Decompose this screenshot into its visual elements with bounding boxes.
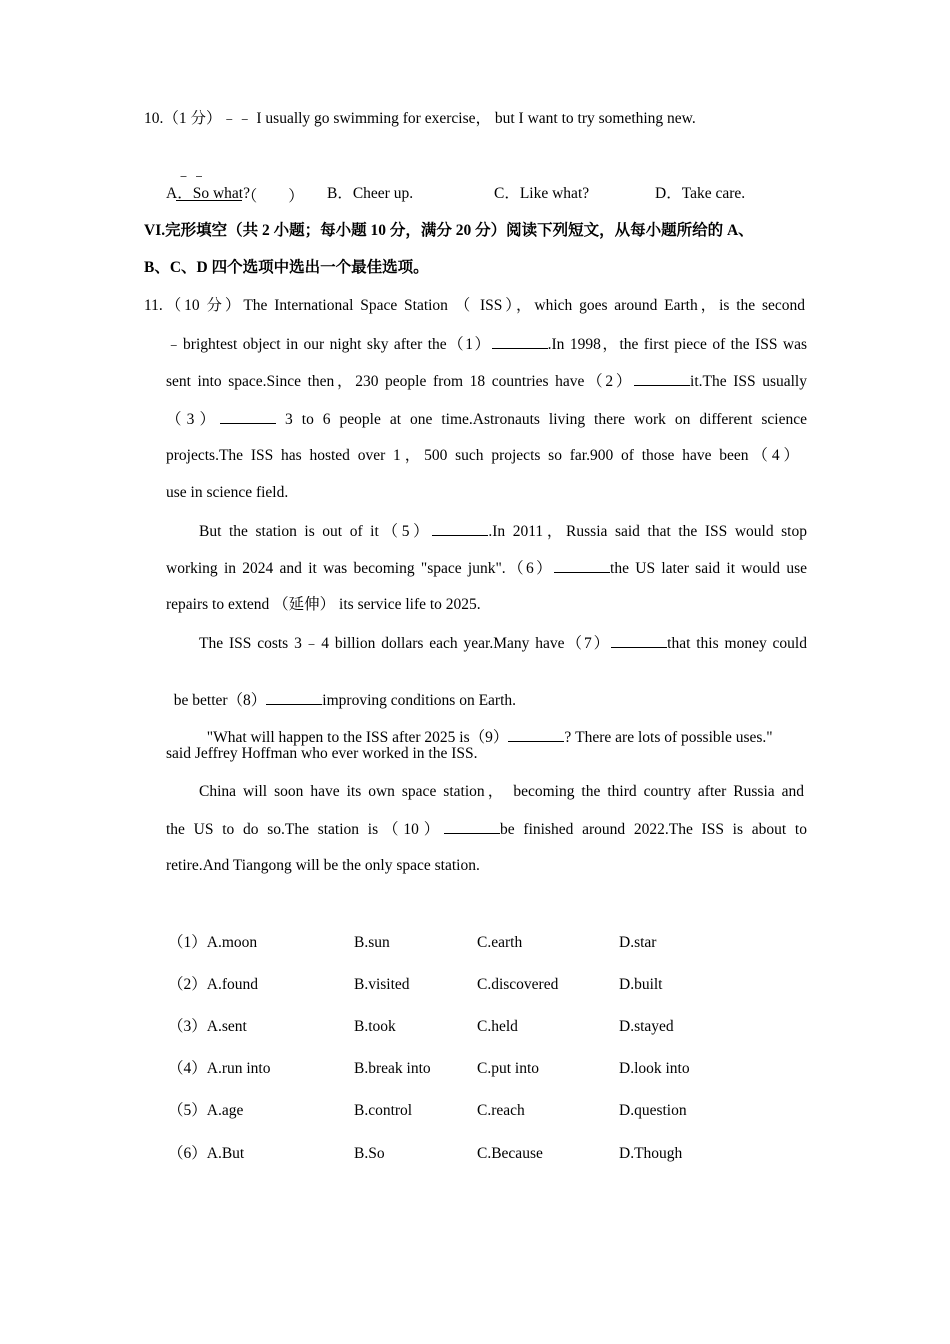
choice-6a[interactable]: （6）A.But	[168, 1145, 245, 1162]
q11-line-14: China will soon have its own space station， becoming the third country after Russia and	[199, 783, 804, 800]
q11-text: the US later said it would use	[610, 560, 807, 577]
blank-5[interactable]	[432, 521, 488, 536]
section6-heading-line1: VI.完形填空（共 2 小题；每小题 10 分，满分 20 分）阅读下列短文，从每小题所给的 A、	[144, 222, 754, 239]
q11-line-12	[199, 707, 773, 748]
q11-text: improving conditions on Earth.	[322, 692, 517, 709]
q11-text: .In 1998，the first piece of the ISS was	[547, 336, 807, 353]
blank-3[interactable]	[220, 409, 276, 424]
section6-heading-line2: B、C、D 四个选项中选出一个最佳选项。	[144, 259, 429, 276]
q11-text: （3）	[166, 411, 221, 428]
choice-2b[interactable]: B.visited	[354, 976, 410, 993]
q11-line-8	[166, 558, 807, 579]
q11-text: But the station is out of it（5）	[199, 523, 433, 540]
q11-text: ? There are lots of possible uses."	[564, 729, 773, 746]
q10-paren: （ ）	[241, 188, 304, 205]
choice-3c[interactable]: C.held	[477, 1018, 518, 1035]
choice-3a[interactable]: （3）A.sent	[168, 1018, 247, 1035]
q11-text: working in 2024 and it was becoming "space junk".（6）	[166, 560, 555, 577]
choice-2d[interactable]: D.built	[619, 976, 663, 993]
choice-6b[interactable]: B.So	[354, 1145, 385, 1162]
q11-line-4	[166, 409, 807, 430]
q11-text: "What will happen to the ISS after 2025 is（9）	[206, 729, 509, 746]
choice-3b[interactable]: B.took	[354, 1018, 396, 1035]
q11-line-1: 11.（10 分）The International Space Station （ ISS），which goes around Earth，is the second	[144, 297, 805, 314]
q11-text: that this money could	[667, 635, 807, 652]
q10-stem: 10.（1 分）﹣﹣ I usually go swimming for exercise， but I want to try something new.	[144, 110, 696, 127]
blank-10[interactable]	[444, 819, 500, 834]
q11-line-13: said Jeffrey Hoffman who ever worked in the ISS.	[166, 745, 478, 762]
q10-option-d[interactable]: D．Take care.	[655, 185, 746, 202]
choice-4d[interactable]: D.look into	[619, 1060, 690, 1077]
q11-text: be finished around 2022.The ISS is about to	[500, 821, 807, 838]
q10-option-a[interactable]: A．So what?	[166, 185, 250, 202]
blank-6[interactable]	[554, 558, 610, 573]
choice-5c[interactable]: C.reach	[477, 1102, 525, 1119]
choice-4a[interactable]: （4）A.run into	[168, 1060, 271, 1077]
choice-5b[interactable]: B.control	[354, 1102, 413, 1119]
q11-text: ﹣brightest object in our night sky after the（1）	[166, 336, 492, 353]
q11-text: the US to do so.The station is（10）	[166, 821, 445, 838]
blank-1[interactable]	[492, 334, 548, 349]
q10-dash: ﹣﹣	[175, 167, 207, 184]
q11-line-9: repairs to extend （延伸） its service life to 2025.	[166, 596, 481, 613]
q11-text: be better（8）	[173, 692, 267, 709]
choice-3d[interactable]: D.stayed	[619, 1018, 674, 1035]
blank-7[interactable]	[611, 633, 667, 648]
blank-9[interactable]	[508, 727, 564, 742]
choice-6c[interactable]: C.Because	[477, 1145, 543, 1162]
choice-4b[interactable]: B.break into	[354, 1060, 431, 1077]
q10-option-b[interactable]: B．Cheer up.	[327, 185, 414, 202]
choice-6d[interactable]: D.Though	[619, 1145, 683, 1162]
blank-8[interactable]	[266, 690, 322, 705]
choice-2a[interactable]: （2）A.found	[168, 976, 258, 993]
q11-text: .In 2011，Russia said that the ISS would stop	[488, 523, 807, 540]
choice-5a[interactable]: （5）A.age	[168, 1102, 244, 1119]
q11-line-10	[199, 633, 807, 654]
choice-5d[interactable]: D.question	[619, 1102, 687, 1119]
q11-text: 3 to 6 people at one time.Astronauts living there work on different science	[285, 411, 807, 428]
q11-text: sent into space.Since then，230 people from 18 countries have（2）	[166, 373, 635, 390]
choice-1c[interactable]: C.earth	[477, 934, 523, 951]
q11-line-11	[166, 670, 516, 711]
choice-2c[interactable]: C.discovered	[477, 976, 559, 993]
choice-1a[interactable]: （1）A.moon	[168, 934, 258, 951]
q11-line-2	[166, 334, 807, 355]
q11-text: it.The ISS usually	[690, 373, 807, 390]
choice-1b[interactable]: B.sun	[354, 934, 390, 951]
q11-line-16: retire.And Tiangong will be the only space station.	[166, 857, 480, 874]
q11-line-5: projects.The ISS has hosted over 1，500 such projects so far.900 of those have been（4）	[166, 447, 799, 464]
q11-text: The ISS costs 3﹣4 billion dollars each year.Many have（7）	[199, 635, 612, 652]
q11-line-3	[166, 371, 807, 392]
choice-1d[interactable]: D.star	[619, 934, 657, 951]
q11-line-15	[166, 819, 807, 840]
q11-line-7	[199, 521, 807, 542]
q11-line-6: use in science field.	[166, 484, 289, 501]
q10-option-c[interactable]: C．Like what?	[494, 185, 590, 202]
choice-4c[interactable]: C.put into	[477, 1060, 540, 1077]
blank-2[interactable]	[634, 371, 690, 386]
